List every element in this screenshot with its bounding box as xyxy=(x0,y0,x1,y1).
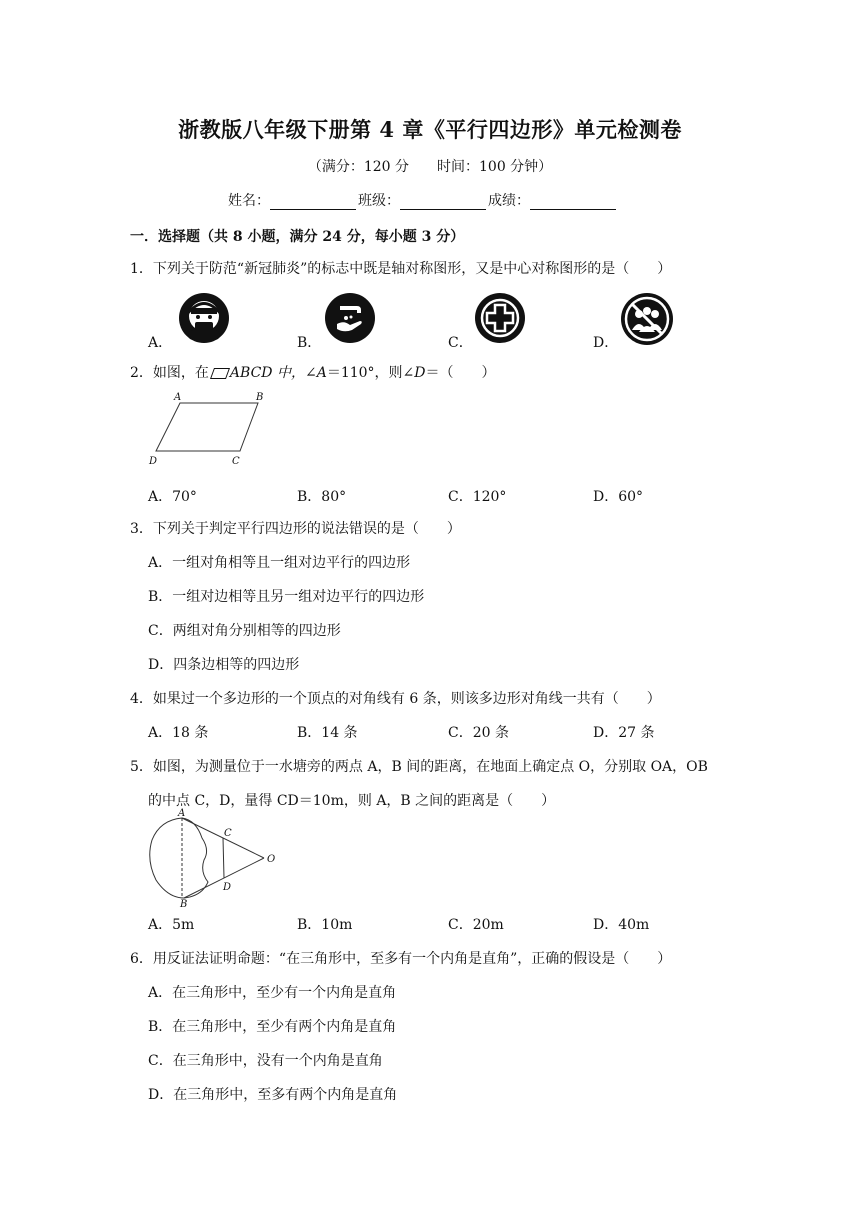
class-blank[interactable] xyxy=(400,195,486,210)
q3-option-c: C．两组对角分别相等的四边形 xyxy=(148,623,341,639)
pond-distance-figure xyxy=(144,808,284,910)
q3-option-d: D．四条边相等的四边形 xyxy=(148,657,300,673)
point-o-label: O xyxy=(267,854,276,865)
vertex-c-label: C xyxy=(232,456,240,467)
q2-option-b: B．80° xyxy=(297,489,347,505)
question-1: 1．下列关于防范“新冠肺炎”的标志中既是轴对称图形，又是中心对称图形的是（ ） xyxy=(130,261,672,277)
q2-option-a: A．70° xyxy=(148,489,197,505)
q3-option-b: B．一组对边相等且另一组对边平行的四边形 xyxy=(148,589,425,605)
q4-option-a: A．18 条 xyxy=(148,725,209,741)
q6-option-c: C．在三角形中，没有一个内角是直角 xyxy=(148,1053,383,1069)
score-blank[interactable] xyxy=(530,195,616,210)
point-b-label: B xyxy=(180,899,188,910)
hand-washing-icon xyxy=(324,292,376,344)
class-label: 班级： xyxy=(358,193,400,209)
question-5-line-1: 5．如图，为测量位于一水塘旁的两点 A，B 间的距离，在地面上确定点 O，分别取 OA，OB xyxy=(130,759,708,775)
q5-option-c: C．20m xyxy=(448,917,504,933)
medical-cross-icon xyxy=(474,292,526,344)
exam-meta: （满分：120 分 时间：100 分钟） xyxy=(307,159,553,175)
score-label: 成绩： xyxy=(488,193,530,209)
q5-option-d: D．40m xyxy=(593,917,650,933)
q1-option-a: A． xyxy=(148,335,173,351)
page-title: 浙教版八年级下册第 4 章《平行四边形》单元检测卷 xyxy=(178,117,682,142)
vertex-a-label: A xyxy=(174,392,182,403)
q6-option-a: A．在三角形中，至少有一个内角是直角 xyxy=(148,985,397,1001)
q2-option-c: C．120° xyxy=(448,489,507,505)
q1-option-c: C． xyxy=(448,335,473,351)
parallelogram-figure xyxy=(146,388,276,468)
q4-option-d: D．27 条 xyxy=(593,725,655,741)
no-crowd-icon xyxy=(620,292,674,346)
question-2: 2．如图，在 ABCD 中，∠A＝110°，则∠D＝（ ） xyxy=(130,365,496,381)
q3-option-a: A．一组对角相等且一组对边平行的四边形 xyxy=(148,555,411,571)
q5-option-a: A．5m xyxy=(148,917,195,933)
vertex-b-label: B xyxy=(256,392,264,403)
q2-option-d: D．60° xyxy=(593,489,644,505)
section-heading: 一．选择题（共 8 小题，满分 24 分，每小题 3 分） xyxy=(130,229,465,245)
name-blank[interactable] xyxy=(270,195,356,210)
parallelogram-icon xyxy=(210,368,230,379)
student-info xyxy=(228,190,618,210)
q6-option-d: D．在三角形中，至多有两个内角是直角 xyxy=(148,1087,398,1103)
question-3: 3．下列关于判定平行四边形的说法错误的是（ ） xyxy=(130,521,461,537)
point-d-label: D xyxy=(223,882,232,893)
question-4: 4．如果过一个多边形的一个顶点的对角线有 6 条，则该多边形对角线一共有（ ） xyxy=(130,691,661,707)
q6-option-b: B．在三角形中，至少有两个内角是直角 xyxy=(148,1019,397,1035)
question-5-line-2: 的中点 C，D，量得 CD＝10m，则 A，B 之间的距离是（ ） xyxy=(148,793,556,809)
point-c-label: C xyxy=(224,828,232,839)
name-label: 姓名： xyxy=(228,193,270,209)
q1-option-d: D． xyxy=(593,335,619,351)
q1-option-b: B． xyxy=(297,335,322,351)
mask-face-icon xyxy=(178,292,230,344)
question-6: 6．用反证法证明命题：“在三角形中，至多有一个内角是直角”，正确的假设是（ ） xyxy=(130,951,672,967)
q4-option-b: B．14 条 xyxy=(297,725,358,741)
point-a-label: A xyxy=(178,808,186,819)
q5-option-b: B．10m xyxy=(297,917,353,933)
q4-option-c: C．20 条 xyxy=(448,725,509,741)
vertex-d-label: D xyxy=(149,456,158,467)
